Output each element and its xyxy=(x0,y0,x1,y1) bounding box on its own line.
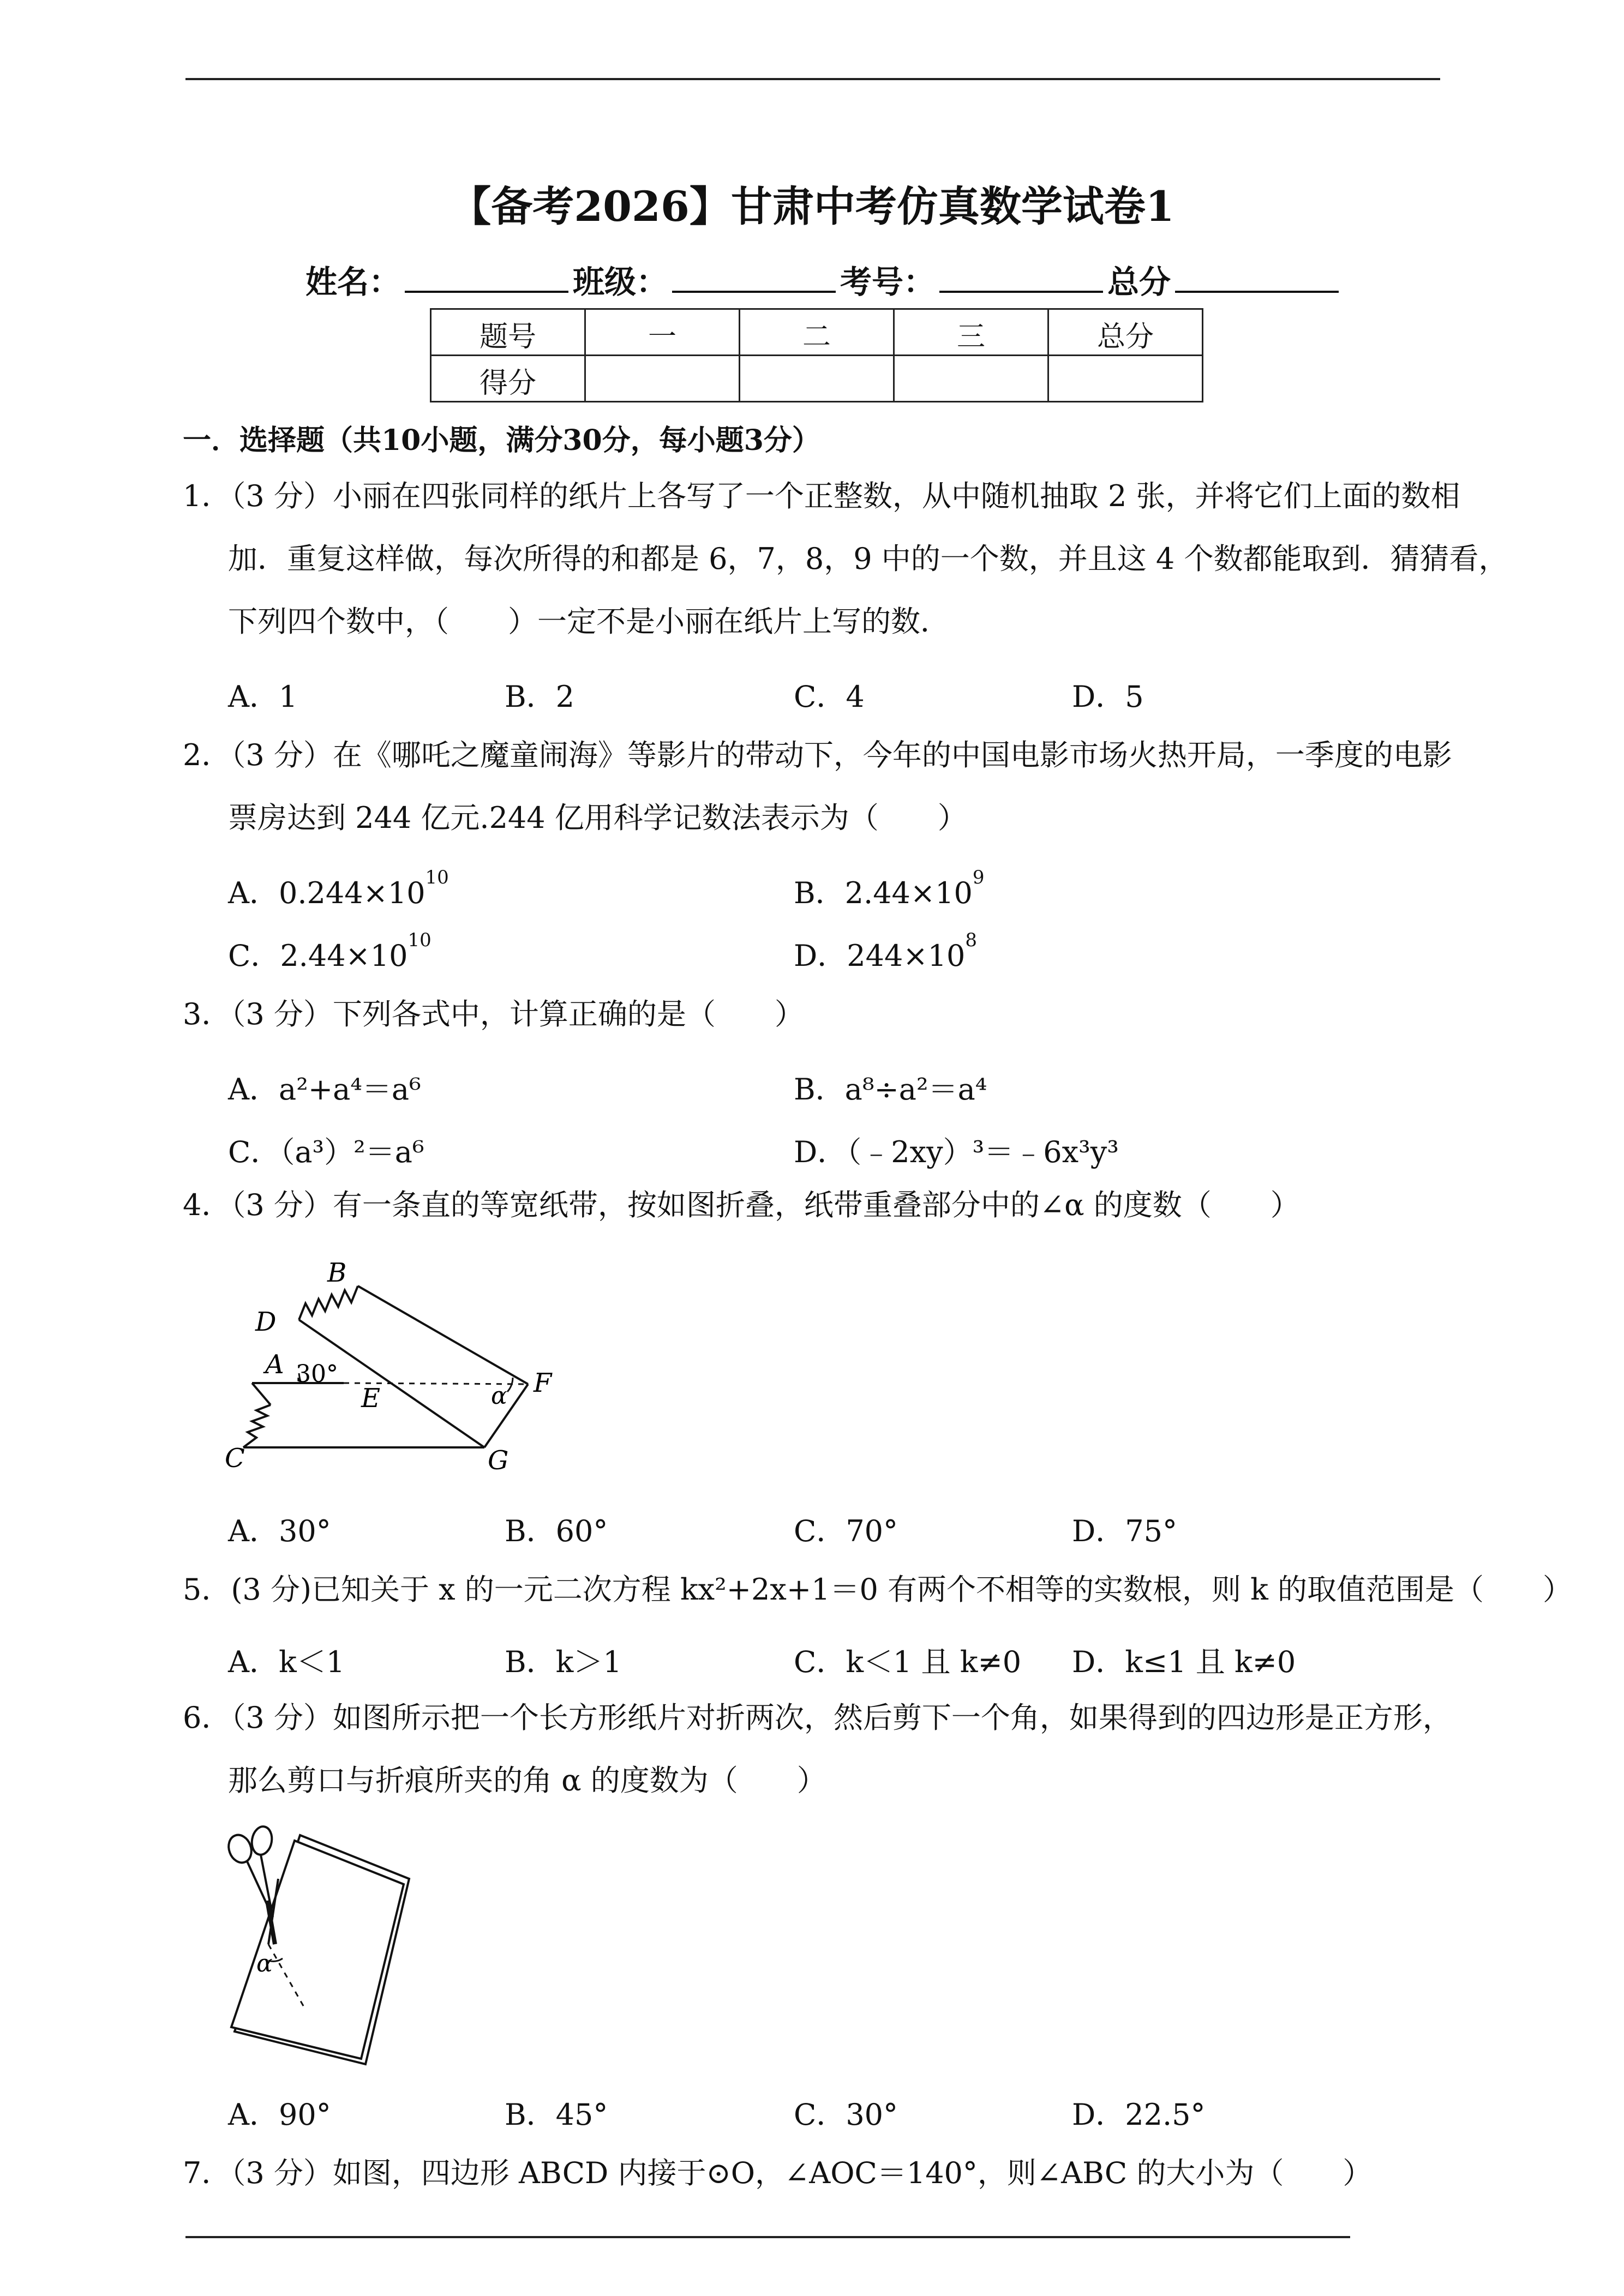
q6-option-d[interactable]: D．22.5° xyxy=(1072,2097,1206,2132)
q6-option-b[interactable]: B．45° xyxy=(505,2097,608,2132)
q4-option-d[interactable]: D．75° xyxy=(1072,1514,1178,1548)
score-cell[interactable] xyxy=(894,356,1048,402)
label-alpha: α xyxy=(256,1950,273,1978)
q3-option-c[interactable]: C．（a³）²＝a⁶ xyxy=(228,1135,424,1169)
class-label: 班级： xyxy=(573,263,668,300)
name-blank[interactable] xyxy=(405,263,568,293)
score-table xyxy=(430,308,1203,402)
folded-strip-figure xyxy=(218,1249,578,1489)
q1-line1: 1．（3 分）小丽在四张同样的纸片上各写了一个正整数，从中随机抽取 2 张，并将它们上面的数相 xyxy=(183,479,1460,513)
q1-line3: 下列四个数中，（ ）一定不是小丽在纸片上写的数． xyxy=(228,604,950,639)
q6-line1: 6．（3 分）如图所示把一个长方形纸片对折两次，然后剪下一个角，如果得到的四边形是正方形， xyxy=(183,1700,1452,1735)
q1-option-c[interactable]: C．4 xyxy=(794,680,865,714)
q2-option-a[interactable] xyxy=(228,867,449,912)
q2-a-exp: 10 xyxy=(425,867,449,888)
q3-option-a[interactable]: A．a²+a⁴＝a⁶ xyxy=(228,1072,421,1107)
q5-line1: 5．(3 分)已知关于 x 的一元二次方程 kx²+2x+1＝0 有两个不相等的实数根，则 k 的取值范围是（ ） xyxy=(183,1572,1573,1607)
q6-line2: 那么剪口与折痕所夹的角 α 的度数为（ ） xyxy=(228,1763,826,1798)
q2-d-base: D．244×10 xyxy=(794,939,966,973)
q1-option-d[interactable]: D．5 xyxy=(1072,680,1144,714)
total-blank[interactable] xyxy=(1175,263,1339,293)
q5-option-d[interactable]: D．k≤1 且 k≠0 xyxy=(1072,1645,1296,1679)
q2-d-exp: 8 xyxy=(965,929,977,951)
q2-a-base: A．0.244×10 xyxy=(228,876,426,910)
label-c: C xyxy=(225,1443,245,1474)
q2-option-d[interactable] xyxy=(794,929,977,975)
score-cell[interactable] xyxy=(740,356,894,402)
q6-option-a[interactable]: A．90° xyxy=(228,2097,331,2132)
label-alpha: α xyxy=(491,1382,507,1410)
q5-option-c[interactable]: C．k＜1 且 k≠0 xyxy=(794,1645,1022,1679)
score-cell[interactable] xyxy=(585,356,740,402)
q2-c-exp: 10 xyxy=(408,929,432,951)
q1-option-a[interactable]: A．1 xyxy=(228,680,298,714)
bottom-rule xyxy=(185,2236,1350,2238)
class-blank[interactable] xyxy=(672,263,836,293)
q5-option-a[interactable]: A．k＜1 xyxy=(228,1645,345,1679)
top-rule xyxy=(185,78,1440,80)
q2-option-b[interactable] xyxy=(794,867,985,912)
label-f: F xyxy=(534,1368,552,1398)
header-cell: 一 xyxy=(585,309,740,356)
q2-line2: 票房达到 244 亿元.244 亿用科学记数法表示为（ ） xyxy=(228,801,967,835)
q2-b-base: B．2.44×10 xyxy=(794,876,973,910)
exam-no-label: 考号： xyxy=(840,263,936,300)
name-label: 姓名： xyxy=(305,263,401,300)
q4-line1: 4．（3 分）有一条直的等宽纸带，按如图折叠，纸带重叠部分中的∠α 的度数（ ） xyxy=(183,1188,1300,1222)
folded-paper-figure xyxy=(218,1824,447,2086)
q2-c-base: C．2.44×10 xyxy=(228,939,408,973)
q3-option-d[interactable]: D．（﹣2xy）³＝﹣6x³y³ xyxy=(794,1135,1119,1169)
label-a: A xyxy=(265,1349,284,1380)
header-cell: 题号 xyxy=(431,309,585,356)
header-cell: 二 xyxy=(740,309,894,356)
student-info-row xyxy=(305,256,1343,302)
q2-b-exp: 9 xyxy=(972,867,985,888)
score-label-cell: 得分 xyxy=(431,356,585,402)
header-cell: 三 xyxy=(894,309,1048,356)
label-b: B xyxy=(327,1258,347,1288)
q2-option-c[interactable] xyxy=(228,929,432,975)
q5-option-b[interactable]: B．k＞1 xyxy=(505,1645,622,1679)
q2-line1: 2．（3 分）在《哪吒之魔童闹海》等影片的带动下，今年的中国电影市场火热开局，一季度的电影 xyxy=(183,738,1452,772)
q1-option-b[interactable]: B．2 xyxy=(505,680,575,714)
q4-option-a[interactable]: A．30° xyxy=(228,1514,331,1548)
score-cell[interactable] xyxy=(1048,356,1203,402)
label-g: G xyxy=(488,1445,509,1476)
page-title: 【备考2026】甘肃中考仿真数学试卷1 xyxy=(450,182,1174,231)
q3-line1: 3．（3 分）下列各式中，计算正确的是（ ） xyxy=(183,997,804,1031)
q7-line1: 7．（3 分）如图，四边形 ABCD 内接于⊙O，∠AOC＝140°，则∠ABC 的大小为（ ） xyxy=(183,2156,1373,2190)
header-cell: 总分 xyxy=(1048,309,1203,356)
table-row xyxy=(431,356,1203,402)
q1-line2: 加．重复这样做，每次所得的和都是 6，7，8，9 中的一个数，并且这 4 个数都能取到．猜猜看， xyxy=(228,542,1508,576)
total-label: 总分 xyxy=(1107,263,1171,300)
exam-no-blank[interactable] xyxy=(939,263,1103,293)
q6-option-c[interactable]: C．30° xyxy=(794,2097,898,2132)
q4-option-c[interactable]: C．70° xyxy=(794,1514,898,1548)
label-d: D xyxy=(255,1307,277,1337)
section-heading: 一．选择题（共10小题，满分30分，每小题3分） xyxy=(183,424,820,457)
table-row xyxy=(431,309,1203,356)
q4-option-b[interactable]: B．60° xyxy=(505,1514,608,1548)
label-e: E xyxy=(361,1383,381,1414)
label-30deg: 30° xyxy=(296,1360,338,1388)
q3-option-b[interactable]: B．a⁸÷a²＝a⁴ xyxy=(794,1072,987,1107)
